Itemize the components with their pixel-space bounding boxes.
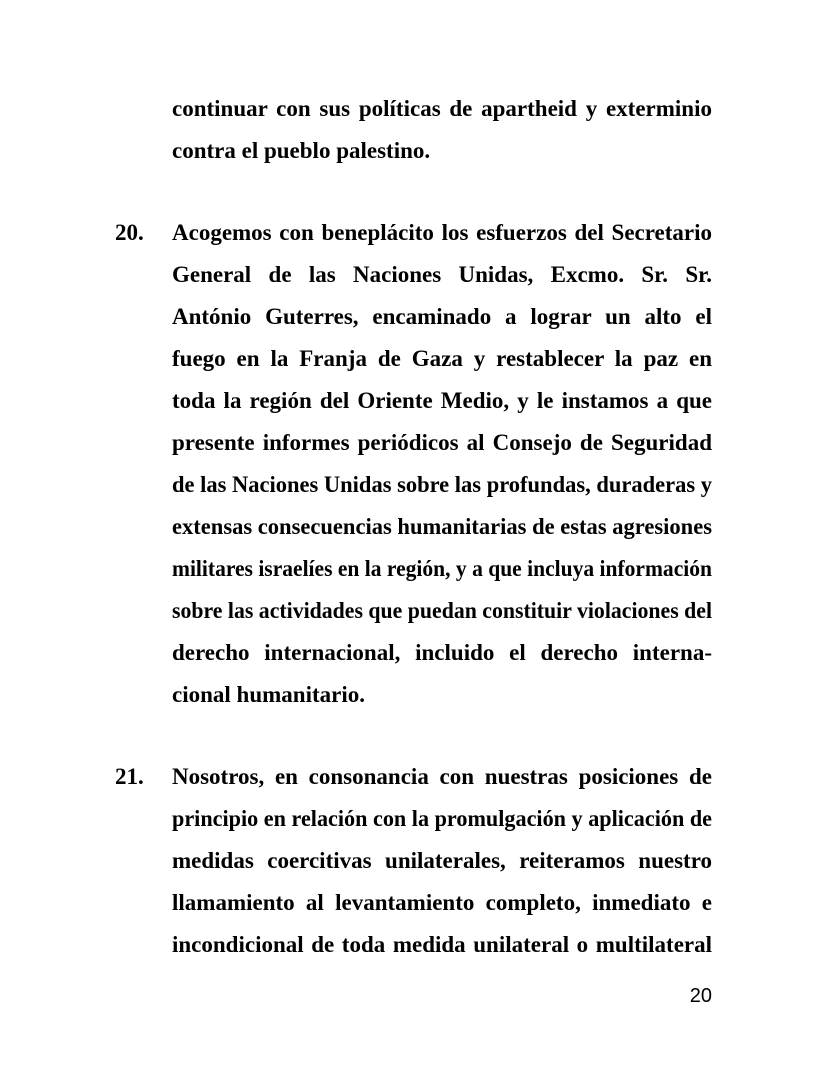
text-line-content: de las Naciones Unidas sobre las profundas, duraderas y: [172, 472, 712, 497]
text-line-content: General de las Naciones Unidas, Excmo. Sr. Sr.: [172, 262, 712, 287]
text-line-content: derecho internacional, incluido el derecho interna-: [172, 640, 712, 665]
text-line: [172, 590, 712, 632]
document-body: [115, 88, 712, 966]
text-line-content: Nosotros, en consonancia con nuestras posiciones de: [172, 764, 712, 789]
text-line: [172, 506, 712, 548]
text-line: [172, 296, 712, 338]
text-line: [172, 632, 712, 674]
paragraph-lines: [172, 212, 712, 716]
text-line: [172, 422, 712, 464]
text-line-content: llamamiento al levantamiento completo, inmediato e: [172, 890, 712, 915]
paragraph-lines: [172, 88, 712, 172]
text-line-content: continuar con sus políticas de apartheid y exterminio: [172, 96, 712, 121]
text-line: [172, 674, 712, 716]
text-line: [172, 464, 712, 506]
text-line: [172, 798, 712, 840]
text-line: [172, 882, 712, 924]
paragraph-lines: [172, 756, 712, 966]
text-line-content: militares israelíes en la región, y a que incluya información: [172, 556, 712, 581]
text-line-content: toda la región del Oriente Medio, y le instamos a que: [172, 388, 712, 413]
text-line: [172, 756, 712, 798]
paragraph: [115, 212, 712, 716]
text-line-content: António Guterres, encaminado a lograr un alto el: [172, 304, 712, 329]
paragraph-number: 20.: [115, 220, 144, 245]
text-line-content: Acogemos con beneplácito los esfuerzos del Secretario: [172, 220, 712, 245]
paragraph-number: 21.: [115, 764, 144, 789]
text-line-content: presente informes periódicos al Consejo de Seguridad: [172, 430, 712, 455]
text-line-content: sobre las actividades que puedan constituir violaciones del: [172, 598, 712, 623]
text-line: [172, 380, 712, 422]
text-line: [172, 840, 712, 882]
text-line: [172, 924, 712, 966]
text-line: [172, 254, 712, 296]
text-line: [172, 88, 712, 130]
text-line: [172, 130, 712, 172]
paragraph-number: [115, 88, 172, 172]
text-line-content: extensas consecuencias humanitarias de estas agresiones: [172, 514, 712, 539]
page-number: 20: [689, 985, 712, 1007]
paragraph: [115, 756, 712, 966]
text-line-content: contra el pueblo palestino.: [172, 138, 431, 163]
text-line-content: fuego en la Franja de Gaza y restablecer la paz en: [172, 346, 712, 371]
text-line: [172, 212, 712, 254]
text-line-content: medidas coercitivas unilaterales, reiteramos nuestro: [172, 848, 712, 873]
paragraph: [115, 88, 712, 172]
text-line-content: cional humanitario.: [172, 682, 365, 707]
text-line: [172, 548, 712, 590]
text-line-content: principio en relación con la promulgación y aplicación de: [172, 806, 712, 831]
text-line-content: incondicional de toda medida unilateral o multilateral: [172, 932, 712, 957]
text-line: [172, 338, 712, 380]
